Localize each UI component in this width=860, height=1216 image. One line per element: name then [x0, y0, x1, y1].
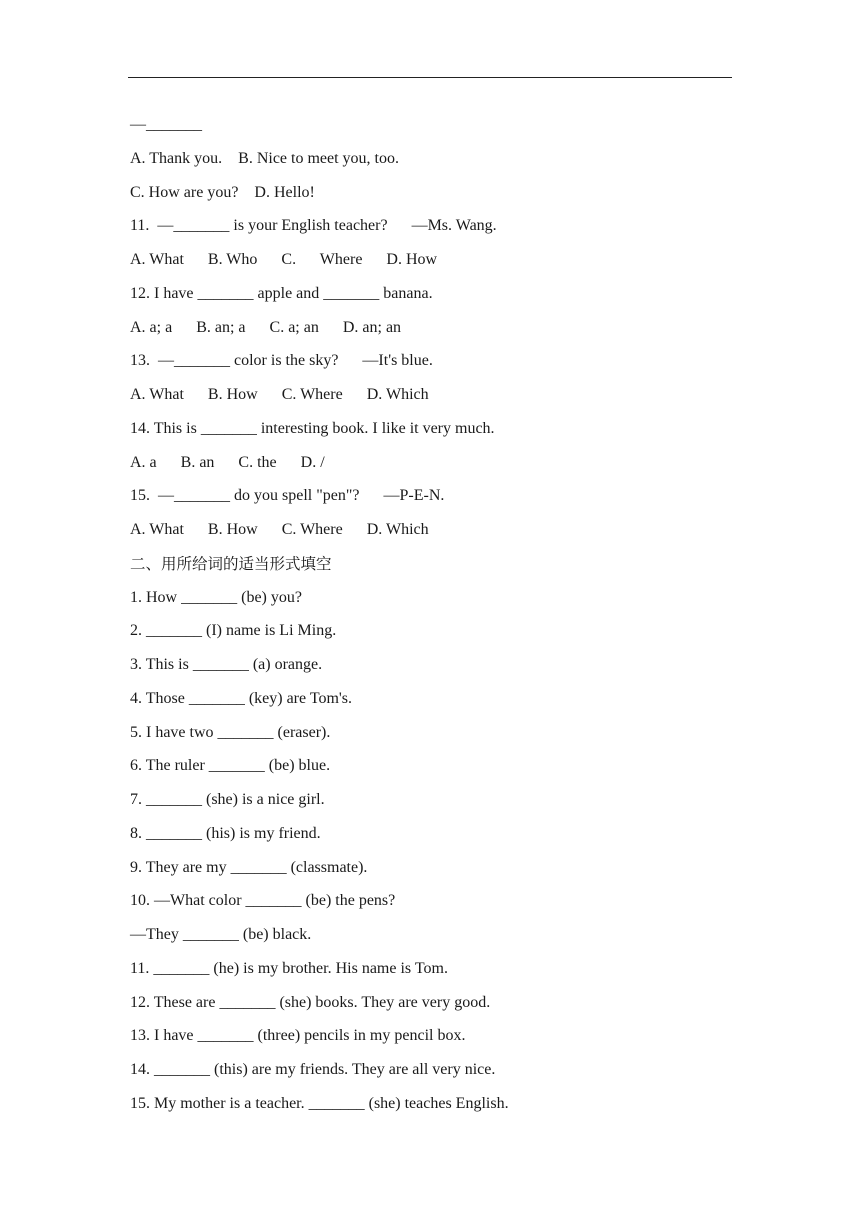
- fill-item-13: 13. I have _______ (three) pencils in my pencil box.: [130, 1027, 466, 1045]
- fill-item-6: 6. The ruler _______ (be) blue.: [130, 757, 331, 775]
- section-heading: 二、用所给词的适当形式填空: [130, 554, 332, 573]
- question-15: 15. —_______ do you spell "pen"? —P-E-N.: [130, 487, 445, 505]
- question-11: 11. —_______ is your English teacher? —Ms. Wang.: [130, 217, 497, 235]
- question-14: 14. This is _______ interesting book. I like it very much.: [130, 419, 495, 437]
- options-line: A. a; a B. an; a C. a; an D. an; an: [130, 318, 402, 336]
- fill-item-11: 11. _______ (he) is my brother. His name is Tom.: [130, 959, 448, 977]
- answer-blank-line: —_______: [130, 116, 202, 133]
- question-12: 12. I have _______ apple and _______ banana.: [130, 284, 433, 302]
- fill-item-8: 8. _______ (his) is my friend.: [130, 824, 321, 842]
- fill-item-7: 7. _______ (she) is a nice girl.: [130, 791, 325, 808]
- fill-item-9: 9. They are my _______ (classmate).: [130, 858, 368, 876]
- options-line: A. a B. an C. the D. /: [130, 453, 325, 471]
- options-line: A. What B. Who C. Where D. How: [130, 251, 438, 268]
- fill-item-10-reply: —They _______ (be) black.: [130, 926, 312, 943]
- options-line: C. How are you? D. Hello!: [130, 183, 315, 201]
- fill-item-4: 4. Those _______ (key) are Tom's.: [130, 689, 353, 707]
- fill-item-10: 10. —What color _______ (be) the pens?: [130, 892, 396, 910]
- fill-item-15: 15. My mother is a teacher. _______ (she) teaches English.: [130, 1094, 509, 1112]
- options-line: A. What B. How C. Where D. Which: [130, 386, 429, 403]
- fill-item-1: 1. How _______ (be) you?: [130, 588, 302, 606]
- worksheet-body: [130, 110, 750, 1123]
- options-line: A. Thank you. B. Nice to meet you, too.: [130, 149, 399, 167]
- fill-item-2: 2. _______ (I) name is Li Ming.: [130, 622, 337, 640]
- question-13: 13. —_______ color is the sky? —It's blue.: [130, 352, 433, 370]
- fill-item-3: 3. This is _______ (a) orange.: [130, 656, 323, 673]
- fill-item-5: 5. I have two _______ (eraser).: [130, 723, 331, 741]
- fill-item-14: 14. _______ (this) are my friends. They are all very nice.: [130, 1061, 496, 1078]
- fill-item-12: 12. These are _______ (she) books. They are very good.: [130, 993, 491, 1011]
- options-line: A. What B. How C. Where D. Which: [130, 521, 429, 538]
- header-rule: [128, 77, 732, 78]
